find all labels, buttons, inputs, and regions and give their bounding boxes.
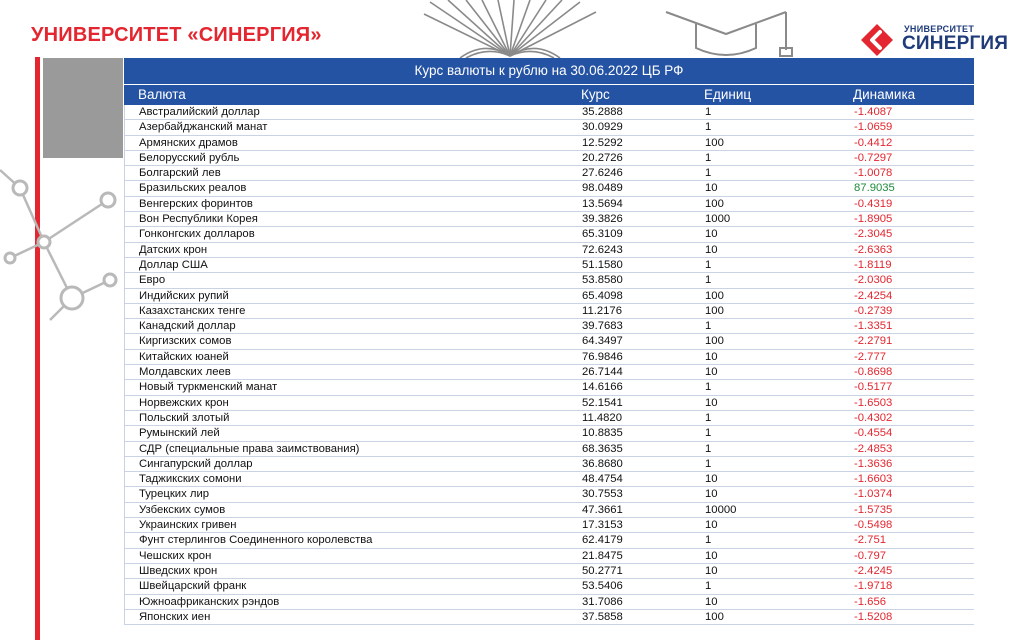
cell-units: 1000 xyxy=(705,213,731,226)
synergy-logo xyxy=(860,20,1010,60)
cell-currency: Японских иен xyxy=(139,610,211,623)
table-row xyxy=(125,136,974,151)
cell-rate: 37.5858 xyxy=(582,610,623,623)
table-row xyxy=(125,579,974,594)
cell-rate: 13.5694 xyxy=(582,197,623,210)
table-row xyxy=(125,564,974,579)
cell-units: 1 xyxy=(705,106,712,118)
table-row xyxy=(125,273,974,288)
cell-units: 1 xyxy=(705,274,712,287)
cell-dynamics: -1.6603 xyxy=(854,473,893,486)
cell-units: 1 xyxy=(705,442,712,455)
table-row xyxy=(125,212,974,227)
table-row xyxy=(125,227,974,242)
cell-currency: Гонконгских долларов xyxy=(139,228,255,241)
cell-rate: 52.1541 xyxy=(582,396,623,409)
table-row xyxy=(125,105,974,120)
cell-units: 10 xyxy=(705,350,718,363)
table-row xyxy=(125,503,974,518)
cell-currency: Канадский доллар xyxy=(139,320,236,333)
table-row xyxy=(125,472,974,487)
cell-rate: 98.0489 xyxy=(582,182,623,195)
cell-rate: 21.8475 xyxy=(582,549,623,562)
network-graphic-icon xyxy=(0,160,124,330)
cell-dynamics: -2.4853 xyxy=(854,442,893,455)
cell-currency: Фунт стерлингов Соединенного королевства xyxy=(139,534,373,547)
cell-dynamics: -1.3351 xyxy=(854,320,893,333)
cell-units: 10 xyxy=(705,564,718,577)
cell-currency: Сингапурский доллар xyxy=(139,457,253,470)
cell-units: 100 xyxy=(705,289,724,302)
synergy-logo-mark-icon xyxy=(860,23,894,57)
cell-units: 10 xyxy=(705,549,718,562)
cell-dynamics: -2.4245 xyxy=(854,564,893,577)
cell-dynamics: -0.5498 xyxy=(854,519,893,532)
cell-rate: 30.7553 xyxy=(582,488,623,501)
cell-currency: Узбекских сумов xyxy=(139,503,226,516)
cell-units: 100 xyxy=(705,197,724,210)
cell-currency: Молдавских леев xyxy=(139,366,231,379)
cell-units: 1 xyxy=(705,121,712,134)
table-row xyxy=(125,151,974,166)
cell-units: 1 xyxy=(705,427,712,440)
table-row xyxy=(125,487,974,502)
cell-units: 1 xyxy=(705,167,712,180)
cell-dynamics: -1.5208 xyxy=(854,610,893,623)
table-row xyxy=(125,289,974,304)
cell-rate: 27.6246 xyxy=(582,167,623,180)
cell-currency: Швейцарский франк xyxy=(139,580,247,593)
red-accent-strip xyxy=(35,57,40,640)
cell-units: 10 xyxy=(705,182,718,195)
cell-rate: 65.4098 xyxy=(582,289,623,302)
cell-dynamics: -0.4412 xyxy=(854,136,893,149)
header-units: Единиц xyxy=(704,87,752,102)
cell-rate: 11.4820 xyxy=(582,411,622,424)
table-row xyxy=(125,457,974,472)
cell-rate: 20.2726 xyxy=(582,151,623,164)
cell-rate: 72.6243 xyxy=(582,243,623,256)
cell-rate: 26.7144 xyxy=(582,366,623,379)
cell-rate: 76.9846 xyxy=(582,350,623,363)
table-row xyxy=(125,181,974,196)
cell-currency: Киргизских сомов xyxy=(139,335,232,348)
cell-rate: 65.3109 xyxy=(582,228,623,241)
cell-units: 1 xyxy=(705,457,712,470)
cell-dynamics: -2.751 xyxy=(854,534,887,547)
cell-currency: Турецких лир xyxy=(139,488,210,501)
cell-dynamics: -1.8119 xyxy=(854,258,892,271)
cell-units: 100 xyxy=(705,610,724,623)
table-row xyxy=(125,442,974,457)
cell-rate: 31.7086 xyxy=(582,595,623,608)
cell-dynamics: -2.3045 xyxy=(854,228,893,241)
cell-units: 10000 xyxy=(705,503,737,516)
cell-rate: 53.8580 xyxy=(582,274,623,287)
table-row xyxy=(125,518,974,533)
cell-units: 100 xyxy=(705,304,724,317)
table-row xyxy=(125,365,974,380)
cell-dynamics: -1.0374 xyxy=(854,488,893,501)
currency-table xyxy=(124,58,974,625)
logo-small-text: УНИВЕРСИТЕТ xyxy=(904,24,975,34)
cell-units: 10 xyxy=(705,243,718,256)
cell-units: 10 xyxy=(705,228,718,241)
gray-decor-block xyxy=(43,58,123,158)
cell-rate: 39.7683 xyxy=(582,320,623,333)
cell-units: 1 xyxy=(705,381,712,394)
cell-rate: 47.3661 xyxy=(582,503,623,516)
cell-currency: Норвежских крон xyxy=(139,396,229,409)
table-row xyxy=(125,380,974,395)
cell-currency: Армянских драмов xyxy=(139,136,238,149)
cell-rate: 39.3826 xyxy=(582,213,623,226)
cell-units: 1 xyxy=(705,151,712,164)
table-row xyxy=(125,533,974,548)
cell-dynamics: -2.4254 xyxy=(854,289,893,302)
cell-units: 1 xyxy=(705,580,712,593)
cell-dynamics: -1.0078 xyxy=(854,167,893,180)
cell-currency: Азербайджанский манат xyxy=(139,121,268,134)
cell-units: 1 xyxy=(705,320,712,333)
cell-dynamics: -2.2791 xyxy=(854,335,893,348)
cell-currency: Польский злотый xyxy=(139,411,230,424)
header-rate: Курс xyxy=(581,87,610,102)
cell-rate: 50.2771 xyxy=(582,564,623,577)
table-title: Курс валюты к рублю на 30.06.2022 ЦБ РФ xyxy=(124,58,974,85)
cell-currency: Румынский лей xyxy=(139,427,220,440)
table-row xyxy=(125,304,974,319)
table-row xyxy=(125,166,974,181)
cell-dynamics: -2.777 xyxy=(854,350,887,363)
cell-rate: 53.5406 xyxy=(582,580,623,593)
cell-units: 100 xyxy=(705,335,724,348)
table-row xyxy=(125,258,974,273)
cell-rate: 62.4179 xyxy=(582,534,623,547)
cell-dynamics: -0.797 xyxy=(854,549,887,562)
table-row xyxy=(125,595,974,610)
table-row xyxy=(125,334,974,349)
cell-dynamics: -1.9718 xyxy=(854,580,893,593)
cell-currency: Доллар США xyxy=(139,258,208,271)
cell-currency: Южноафриканских рэндов xyxy=(139,595,280,608)
cell-rate: 48.4754 xyxy=(582,473,623,486)
cell-dynamics: -0.4554 xyxy=(854,427,893,440)
cell-currency: Датских крон xyxy=(139,243,208,256)
cell-currency: Шведских крон xyxy=(139,564,218,577)
cell-rate: 11.2176 xyxy=(582,304,622,317)
cell-units: 10 xyxy=(705,366,718,379)
cell-units: 1 xyxy=(705,534,712,547)
cell-currency: Украинских гривен xyxy=(139,519,237,532)
cell-dynamics: -0.7297 xyxy=(854,151,893,164)
cell-rate: 10.8835 xyxy=(582,427,623,440)
cell-dynamics: -1.8905 xyxy=(854,213,893,226)
header-dynamics: Динамика xyxy=(853,87,916,102)
graduation-cap-icon xyxy=(664,0,798,60)
cell-rate: 17.3153 xyxy=(582,519,623,532)
table-header-row xyxy=(124,85,974,105)
table-row xyxy=(125,350,974,365)
cell-dynamics: -0.8698 xyxy=(854,366,893,379)
cell-dynamics: -1.3636 xyxy=(854,457,893,470)
cell-rate: 51.1580 xyxy=(582,258,623,271)
table-body xyxy=(124,105,974,625)
cell-currency: Бразильских реалов xyxy=(139,182,247,195)
cell-units: 10 xyxy=(705,519,718,532)
cell-currency: Вон Республики Корея xyxy=(139,213,258,226)
cell-dynamics: -2.6363 xyxy=(854,243,893,256)
cell-rate: 36.8680 xyxy=(582,457,623,470)
cell-rate: 14.6166 xyxy=(582,381,623,394)
cell-dynamics: -2.0306 xyxy=(854,274,893,287)
logo-big-text: СИНЕРГИЯ xyxy=(902,33,1009,54)
table-row xyxy=(125,319,974,334)
table-row xyxy=(125,197,974,212)
cell-units: 1 xyxy=(705,258,712,271)
cell-units: 1 xyxy=(705,411,712,424)
table-row xyxy=(125,610,974,625)
cell-currency: Евро xyxy=(139,274,166,287)
cell-rate: 64.3497 xyxy=(582,335,623,348)
cell-dynamics: -0.2739 xyxy=(854,304,893,317)
table-row xyxy=(125,411,974,426)
cell-dynamics: -0.4319 xyxy=(854,197,893,210)
cell-currency: Чешских крон xyxy=(139,549,212,562)
cell-units: 10 xyxy=(705,396,718,409)
cell-currency: Новый туркменский манат xyxy=(139,381,278,394)
book-rays-graphic-icon xyxy=(420,0,600,58)
cell-units: 10 xyxy=(705,473,718,486)
cell-currency: Индийских рупий xyxy=(139,289,229,302)
table-row xyxy=(125,243,974,258)
cell-units: 100 xyxy=(705,136,724,149)
cell-dynamics: -0.4302 xyxy=(854,411,893,424)
header-currency: Валюта xyxy=(138,87,186,102)
cell-currency: Китайских юаней xyxy=(139,350,229,363)
cell-units: 10 xyxy=(705,488,718,501)
cell-rate: 35.2888 xyxy=(582,106,623,118)
table-row xyxy=(125,549,974,564)
cell-currency: Австралийский доллар xyxy=(139,106,260,118)
cell-currency: Казахстанских тенге xyxy=(139,304,246,317)
cell-currency: Болгарский лев xyxy=(139,167,221,180)
table-row xyxy=(125,120,974,135)
cell-units: 10 xyxy=(705,595,718,608)
brand-title: УНИВЕРСИТЕТ «СИНЕРГИЯ» xyxy=(31,24,322,46)
cell-dynamics: -1.4087 xyxy=(854,106,893,118)
cell-dynamics: -1.656 xyxy=(854,595,887,608)
cell-dynamics: -0.5177 xyxy=(854,381,893,394)
cell-rate: 12.5292 xyxy=(582,136,623,149)
table-row xyxy=(125,426,974,441)
cell-dynamics: -1.6503 xyxy=(854,396,893,409)
table-row xyxy=(125,396,974,411)
cell-rate: 68.3635 xyxy=(582,442,623,455)
cell-currency: Белорусский рубль xyxy=(139,151,240,164)
cell-rate: 30.0929 xyxy=(582,121,623,134)
cell-currency: Таджикских сомони xyxy=(139,473,242,486)
cell-currency: СДР (специальные права заимствования) xyxy=(139,442,360,455)
cell-dynamics: -1.5735 xyxy=(854,503,893,516)
cell-currency: Венгерских форинтов xyxy=(139,197,253,210)
cell-dynamics: 87.9035 xyxy=(854,182,895,195)
cell-dynamics: -1.0659 xyxy=(854,121,893,134)
